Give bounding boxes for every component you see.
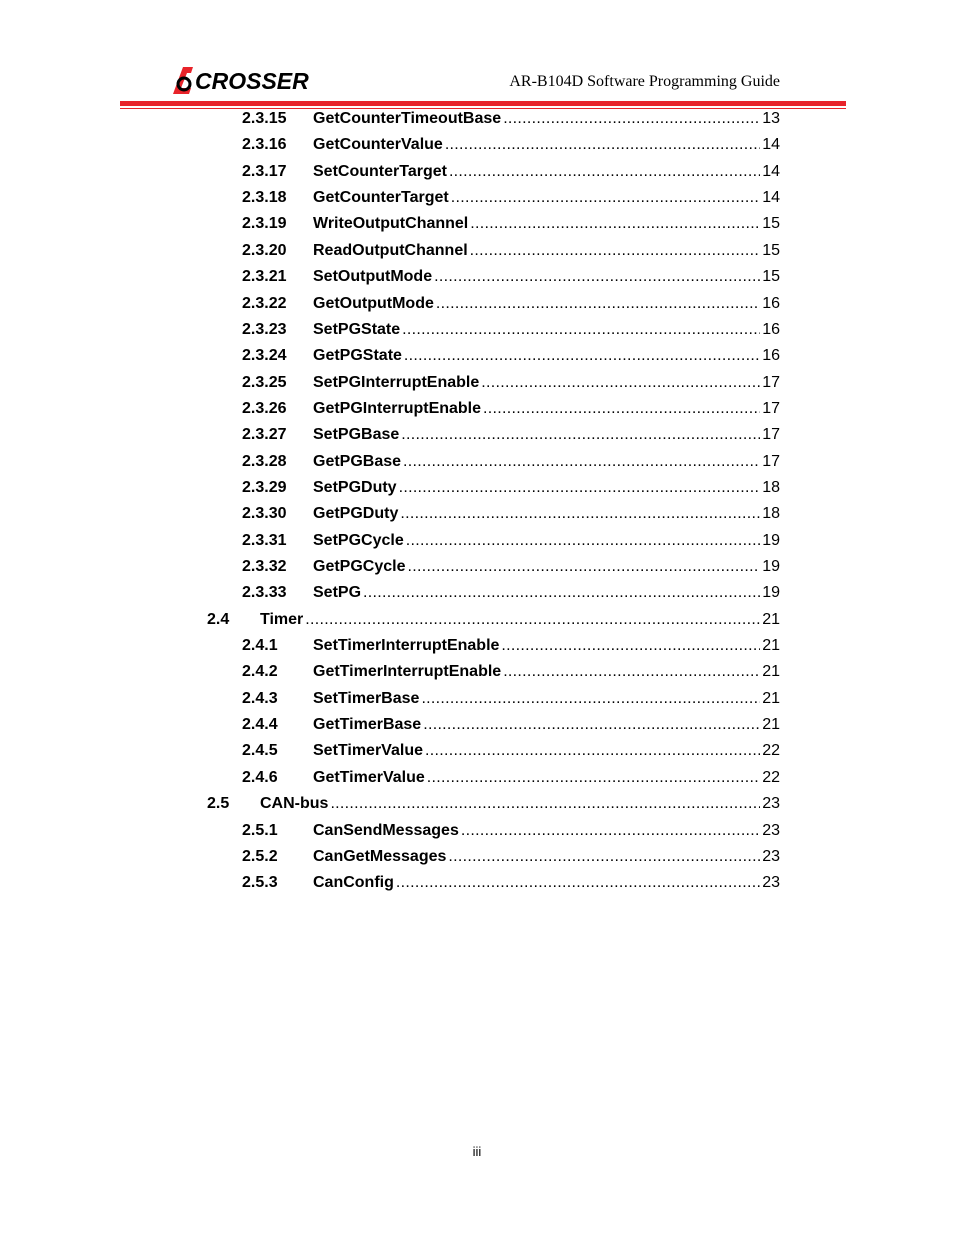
toc-dot-leader: [461, 821, 760, 841]
toc-dot-leader: [403, 452, 760, 472]
toc-entry-number: 2.3.31: [242, 531, 287, 549]
toc-entry-number: 2.3.19: [242, 215, 287, 233]
toc-entry[interactable]: [242, 478, 780, 498]
toc-dot-leader: [401, 425, 760, 445]
toc-entry-page: 16: [762, 320, 780, 338]
toc-entry[interactable]: [242, 425, 780, 445]
toc-dot-leader: [503, 662, 760, 682]
toc-entry-title: GetTimerValue: [313, 768, 425, 786]
toc-entry-title: CanSendMessages: [313, 821, 459, 839]
toc-entry-page: 23: [762, 821, 780, 839]
toc-entry[interactable]: [242, 821, 780, 841]
toc-entry[interactable]: [242, 531, 780, 551]
toc-dot-leader: [445, 135, 760, 155]
toc-entry-title: SetPGDuty: [313, 478, 397, 496]
toc-entry-page: 15: [762, 241, 780, 259]
toc-entry-page: 14: [762, 189, 780, 207]
toc-entry-title: SetPGState: [313, 320, 401, 338]
toc-entry[interactable]: [242, 715, 780, 735]
toc-dot-leader: [423, 715, 760, 735]
toc-entry-number: 2.3.33: [242, 584, 287, 602]
toc-dot-leader: [421, 689, 760, 709]
toc-entry-title: SetPG: [313, 584, 362, 602]
toc-entry-title: GetPGState: [313, 347, 402, 365]
toc-entry[interactable]: [242, 583, 780, 603]
toc-entry[interactable]: [242, 768, 780, 788]
toc-entry-page: 13: [762, 110, 780, 127]
toc-entry-number: 2.5.1: [242, 821, 278, 839]
toc-entry-number: 2.3.32: [242, 558, 287, 575]
toc-entry-page: 21: [762, 610, 780, 628]
toc-entry-number: 2.3.30: [242, 505, 287, 523]
toc-entry[interactable]: [242, 267, 780, 287]
toc-entry-title: CanGetMessages: [313, 847, 447, 865]
toc-entry[interactable]: [242, 346, 780, 366]
toc-entry-title: WriteOutputChannel: [313, 215, 469, 233]
toc-entry[interactable]: [242, 214, 780, 234]
toc-entry-page: 17: [762, 426, 780, 444]
toc-section-entry[interactable]: [207, 794, 780, 814]
page-number: iii: [472, 1144, 482, 1159]
toc-entry-number: 2.4.5: [242, 742, 278, 760]
toc-entry[interactable]: [242, 847, 780, 867]
toc-entry[interactable]: [242, 241, 780, 261]
toc-entry-page: 14: [762, 162, 780, 180]
toc-entry-number: 2.5: [207, 795, 230, 813]
toc-entry-title: GetCounterValue: [313, 136, 443, 154]
toc-entry-title: SetPGCycle: [313, 531, 404, 549]
toc-dot-leader: [330, 794, 760, 814]
acrosser-logo: [171, 64, 316, 96]
toc-entry-title: GetCounterTimeoutBase: [313, 110, 502, 127]
toc-entry-page: 21: [762, 637, 780, 654]
toc-entry-page: 18: [762, 478, 780, 496]
toc-entry[interactable]: [242, 873, 780, 893]
toc-entry-page: 21: [762, 663, 780, 681]
toc-entry-page: 17: [762, 452, 780, 470]
toc-entry-title: SetOutputMode: [313, 268, 433, 286]
toc-entry[interactable]: [242, 162, 780, 182]
toc-entry-title: ReadOutputChannel: [313, 241, 468, 259]
toc-entry-page: 22: [762, 768, 780, 786]
toc-entry-title: GetCounterTarget: [313, 189, 449, 207]
toc-entry[interactable]: [242, 373, 780, 393]
toc-dot-leader: [481, 373, 760, 393]
toc-dot-leader: [363, 583, 760, 603]
toc-dot-leader: [436, 294, 760, 314]
toc-entry-number: 2.3.17: [242, 162, 287, 180]
toc-entry-page: 17: [762, 399, 780, 417]
toc-dot-leader: [406, 531, 760, 551]
toc-dot-leader: [407, 557, 760, 577]
toc-entry[interactable]: [242, 689, 780, 709]
toc-entry-page: 19: [762, 584, 780, 602]
toc-dot-leader: [434, 267, 760, 287]
toc-entry[interactable]: [242, 109, 780, 129]
toc-entry[interactable]: [242, 135, 780, 155]
toc-entry-number: 2.5.3: [242, 874, 278, 892]
toc-entry-number: 2.3.26: [242, 399, 287, 417]
toc-entry-page: 18: [762, 505, 780, 523]
toc-entry-page: 19: [762, 558, 780, 575]
toc-dot-leader: [425, 741, 760, 761]
toc-entry-number: 2.3.21: [242, 268, 287, 286]
toc-dot-leader: [501, 636, 760, 656]
toc-entry-page: 21: [762, 689, 780, 707]
toc-entry-page: 22: [762, 742, 780, 760]
toc-entry-number: 2.3.27: [242, 426, 287, 444]
toc-entry-number: 2.3.28: [242, 452, 287, 470]
toc-section-entry[interactable]: [207, 610, 780, 630]
toc-entry-title: Timer: [260, 610, 304, 628]
toc-entry[interactable]: [242, 188, 780, 208]
toc-dot-leader: [503, 109, 760, 129]
toc-entry-number: 2.3.18: [242, 189, 287, 207]
toc-dot-leader: [399, 478, 761, 498]
toc-entry-page: 16: [762, 294, 780, 312]
toc-dot-leader: [305, 610, 760, 630]
toc-entry-page: 15: [762, 215, 780, 233]
toc-dot-leader: [470, 214, 760, 234]
toc-entry-title: GetTimerBase: [313, 716, 422, 734]
toc-entry-title: CanConfig: [313, 874, 394, 892]
toc-entry-number: 2.4.6: [242, 768, 278, 786]
toc-entry-number: 2.3.22: [242, 294, 287, 312]
toc-entry[interactable]: [242, 504, 780, 524]
toc-entry[interactable]: [242, 557, 780, 577]
toc-entry-number: 2.3.25: [242, 373, 287, 391]
toc-dot-leader: [427, 768, 760, 788]
toc-entry-page: 23: [762, 847, 780, 865]
toc-entry-title: GetPGCycle: [313, 558, 406, 575]
toc-entry-title: SetCounterTarget: [313, 162, 447, 180]
toc-entry-number: 2.3.23: [242, 320, 287, 338]
toc-entry-number: 2.4.2: [242, 663, 278, 681]
toc-entry-page: 14: [762, 136, 780, 154]
toc-entry-title: SetTimerValue: [313, 742, 423, 760]
toc-entry-number: 2.3.29: [242, 478, 287, 496]
toc-entry-page: 15: [762, 268, 780, 286]
toc-entry-title: GetOutputMode: [313, 294, 434, 312]
toc-entry-page: 17: [762, 373, 780, 391]
toc-entry-title: SetPGInterruptEnable: [313, 373, 480, 391]
toc-entry-title: SetTimerBase: [313, 689, 420, 707]
toc-dot-leader: [402, 320, 760, 340]
toc-entry-number: 2.3.16: [242, 136, 287, 154]
header-rule: [120, 101, 846, 106]
toc-entry[interactable]: [242, 294, 780, 314]
toc-entry-title: GetPGBase: [313, 452, 402, 470]
document-title: AR-B104D Software Programming Guide: [509, 73, 780, 90]
toc-entry-number: 2.3.24: [242, 347, 287, 365]
toc-entry-title: CAN-bus: [260, 795, 329, 813]
toc-entry-page: 23: [762, 874, 780, 892]
toc-entry[interactable]: [242, 399, 780, 419]
toc-dot-leader: [451, 188, 760, 208]
toc-dot-leader: [483, 399, 760, 419]
toc-entry-page: 16: [762, 347, 780, 365]
toc-dot-leader: [448, 847, 760, 867]
toc-entry[interactable]: [242, 320, 780, 340]
toc-entry-number: 2.5.2: [242, 847, 278, 865]
toc-entry-title: GetPGDuty: [313, 505, 399, 523]
toc-entry[interactable]: [242, 741, 780, 761]
toc-entry[interactable]: [242, 452, 780, 472]
toc-entry-title: GetTimerInterruptEnable: [313, 663, 502, 681]
svg-text:CROSSER: CROSSER: [195, 68, 309, 94]
toc-dot-leader: [470, 241, 761, 261]
toc-entry-page: 19: [762, 531, 780, 549]
toc-entry-title: GetPGInterruptEnable: [313, 399, 482, 417]
toc-dot-leader: [404, 346, 760, 366]
toc-entry[interactable]: [242, 662, 780, 682]
toc-entry-number: 2.3.20: [242, 241, 287, 259]
toc-entry-title: SetPGBase: [313, 426, 400, 444]
toc-entry-number: 2.4.1: [242, 637, 278, 654]
toc-entry-title: SetTimerInterruptEnable: [313, 637, 500, 654]
toc-dot-leader: [396, 873, 760, 893]
toc-entry-number: 2.4.4: [242, 716, 278, 734]
toc-entry-page: 23: [762, 795, 780, 813]
toc-dot-leader: [400, 504, 760, 524]
toc-entry[interactable]: [242, 636, 780, 656]
toc-dot-leader: [449, 162, 760, 182]
toc-entry-number: 2.4: [207, 610, 230, 628]
toc-entry-number: 2.4.3: [242, 689, 278, 707]
toc-entry-number: 2.3.15: [242, 110, 287, 127]
toc-entry-page: 21: [762, 716, 780, 734]
